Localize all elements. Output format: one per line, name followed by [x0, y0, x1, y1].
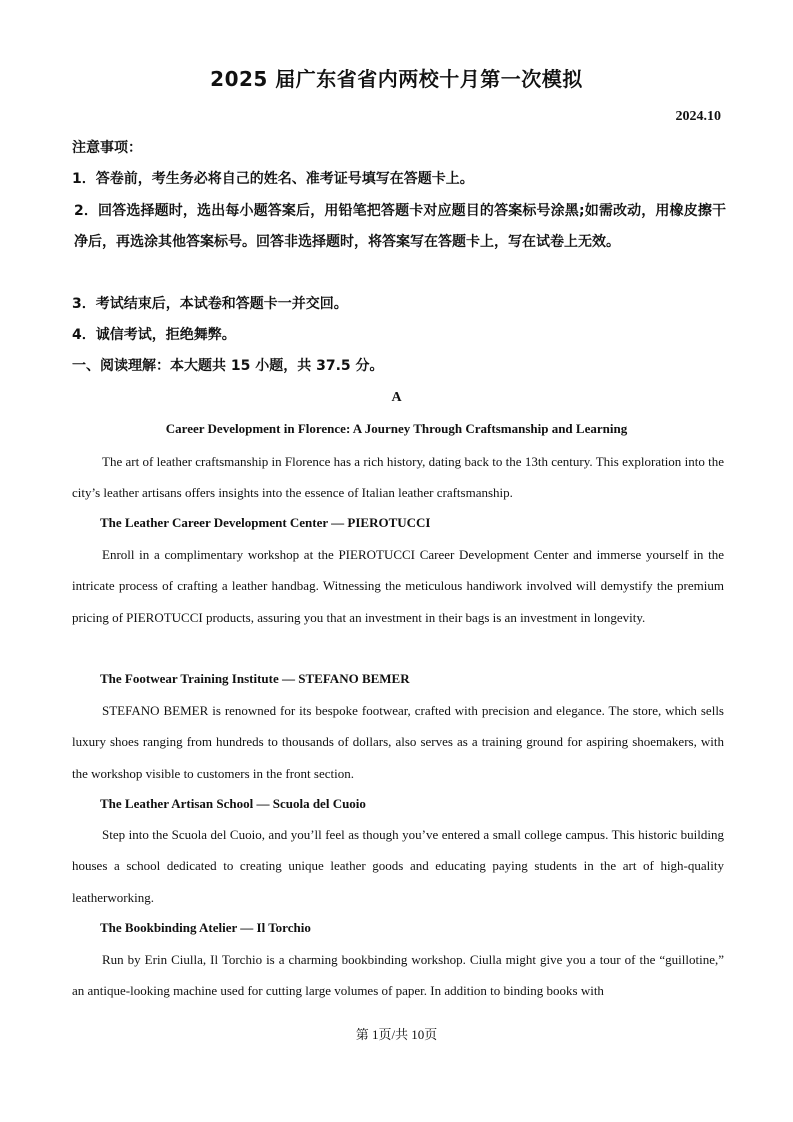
entry-heading-il-torchio: The Bookbinding Atelier — Il Torchio	[100, 920, 311, 935]
entry-text-stefano-bemer: STEFANO BEMER is renowned for its bespoke footwear, crafted with precision and elegance. The store, which sells luxury shoes ranging from hundreds to thousands of dollars, also serves as a training ground for aspiring shoemakers, with the workshop visible to customers in the front section.	[72, 703, 724, 781]
notice-heading: 注意事项：	[72, 140, 142, 156]
intro-paragraph: The art of leather craftsmanship in Florence has a rich history, dating back to the 13th century. This exploration into the city’s leather artisans offers insights into the essence of Italian leather craftsmanship.	[72, 454, 724, 501]
notice-item-1: 1．答卷前，考生务必将自己的姓名、准考证号填写在答题卡上。	[72, 171, 474, 187]
entry-text-il-torchio: Run by Erin Ciulla, Il Torchio is a charming bookbinding workshop. Ciulla might give you a tour of the “guillotine,” an antique-looking machine used for cutting large volumes of paper. In addition to binding books with	[72, 952, 724, 999]
notice-item-3: 3．考试结束后，本试卷和答题卡一并交回。	[72, 296, 348, 312]
exam-date: 2024.10	[675, 109, 721, 124]
passage-title: Career Development in Florence: A Journey Through Craftsmanship and Learning	[165, 421, 628, 436]
entry-text-pierotucci: Enroll in a complimentary workshop at the PIEROTUCCI Career Development Center and immerse yourself in the intricate process of crafting a leather handbag. Witnessing the meticulous handiwork involved will demystify the premium pricing of PIEROTUCCI products, assuring you that an investment in their bags is an investment in longevity.	[72, 547, 724, 625]
section-heading: 一、阅读理解：本大题共 15 小题，共 37.5 分。	[72, 358, 384, 374]
entry-text-scuola-del-cuoio: Step into the Scuola del Cuoio, and you’ll feel as though you’ve entered a small college campus. This historic building houses a school dedicated to creating unique leather goods and educating paying students in the art of high-quality leatherworking.	[72, 827, 724, 905]
notice-item-4: 4．诚信考试，拒绝舞弊。	[72, 327, 236, 343]
page-number: 第 1页/共 10页	[355, 1027, 438, 1042]
entry-heading-scuola-del-cuoio: The Leather Artisan School — Scuola del Cuoio	[100, 796, 366, 811]
passage-letter: A	[391, 390, 402, 405]
exam-title: 2025 届广东省省内两校十月第一次模拟	[210, 67, 583, 91]
notice-item-2: 2．回答选择题时，选出每小题答案后，用铅笔把答题卡对应题目的答案标号涂黑;如需改动，用橡皮擦干净后，再选涂其他答案标号。回答非选择题时，将答案写在答题卡上，写在试卷上无效。	[74, 203, 726, 250]
entry-heading-stefano-bemer: The Footwear Training Institute — STEFANO BEMER	[100, 671, 410, 686]
entry-heading-pierotucci: The Leather Career Development Center — PIEROTUCCI	[100, 515, 431, 530]
